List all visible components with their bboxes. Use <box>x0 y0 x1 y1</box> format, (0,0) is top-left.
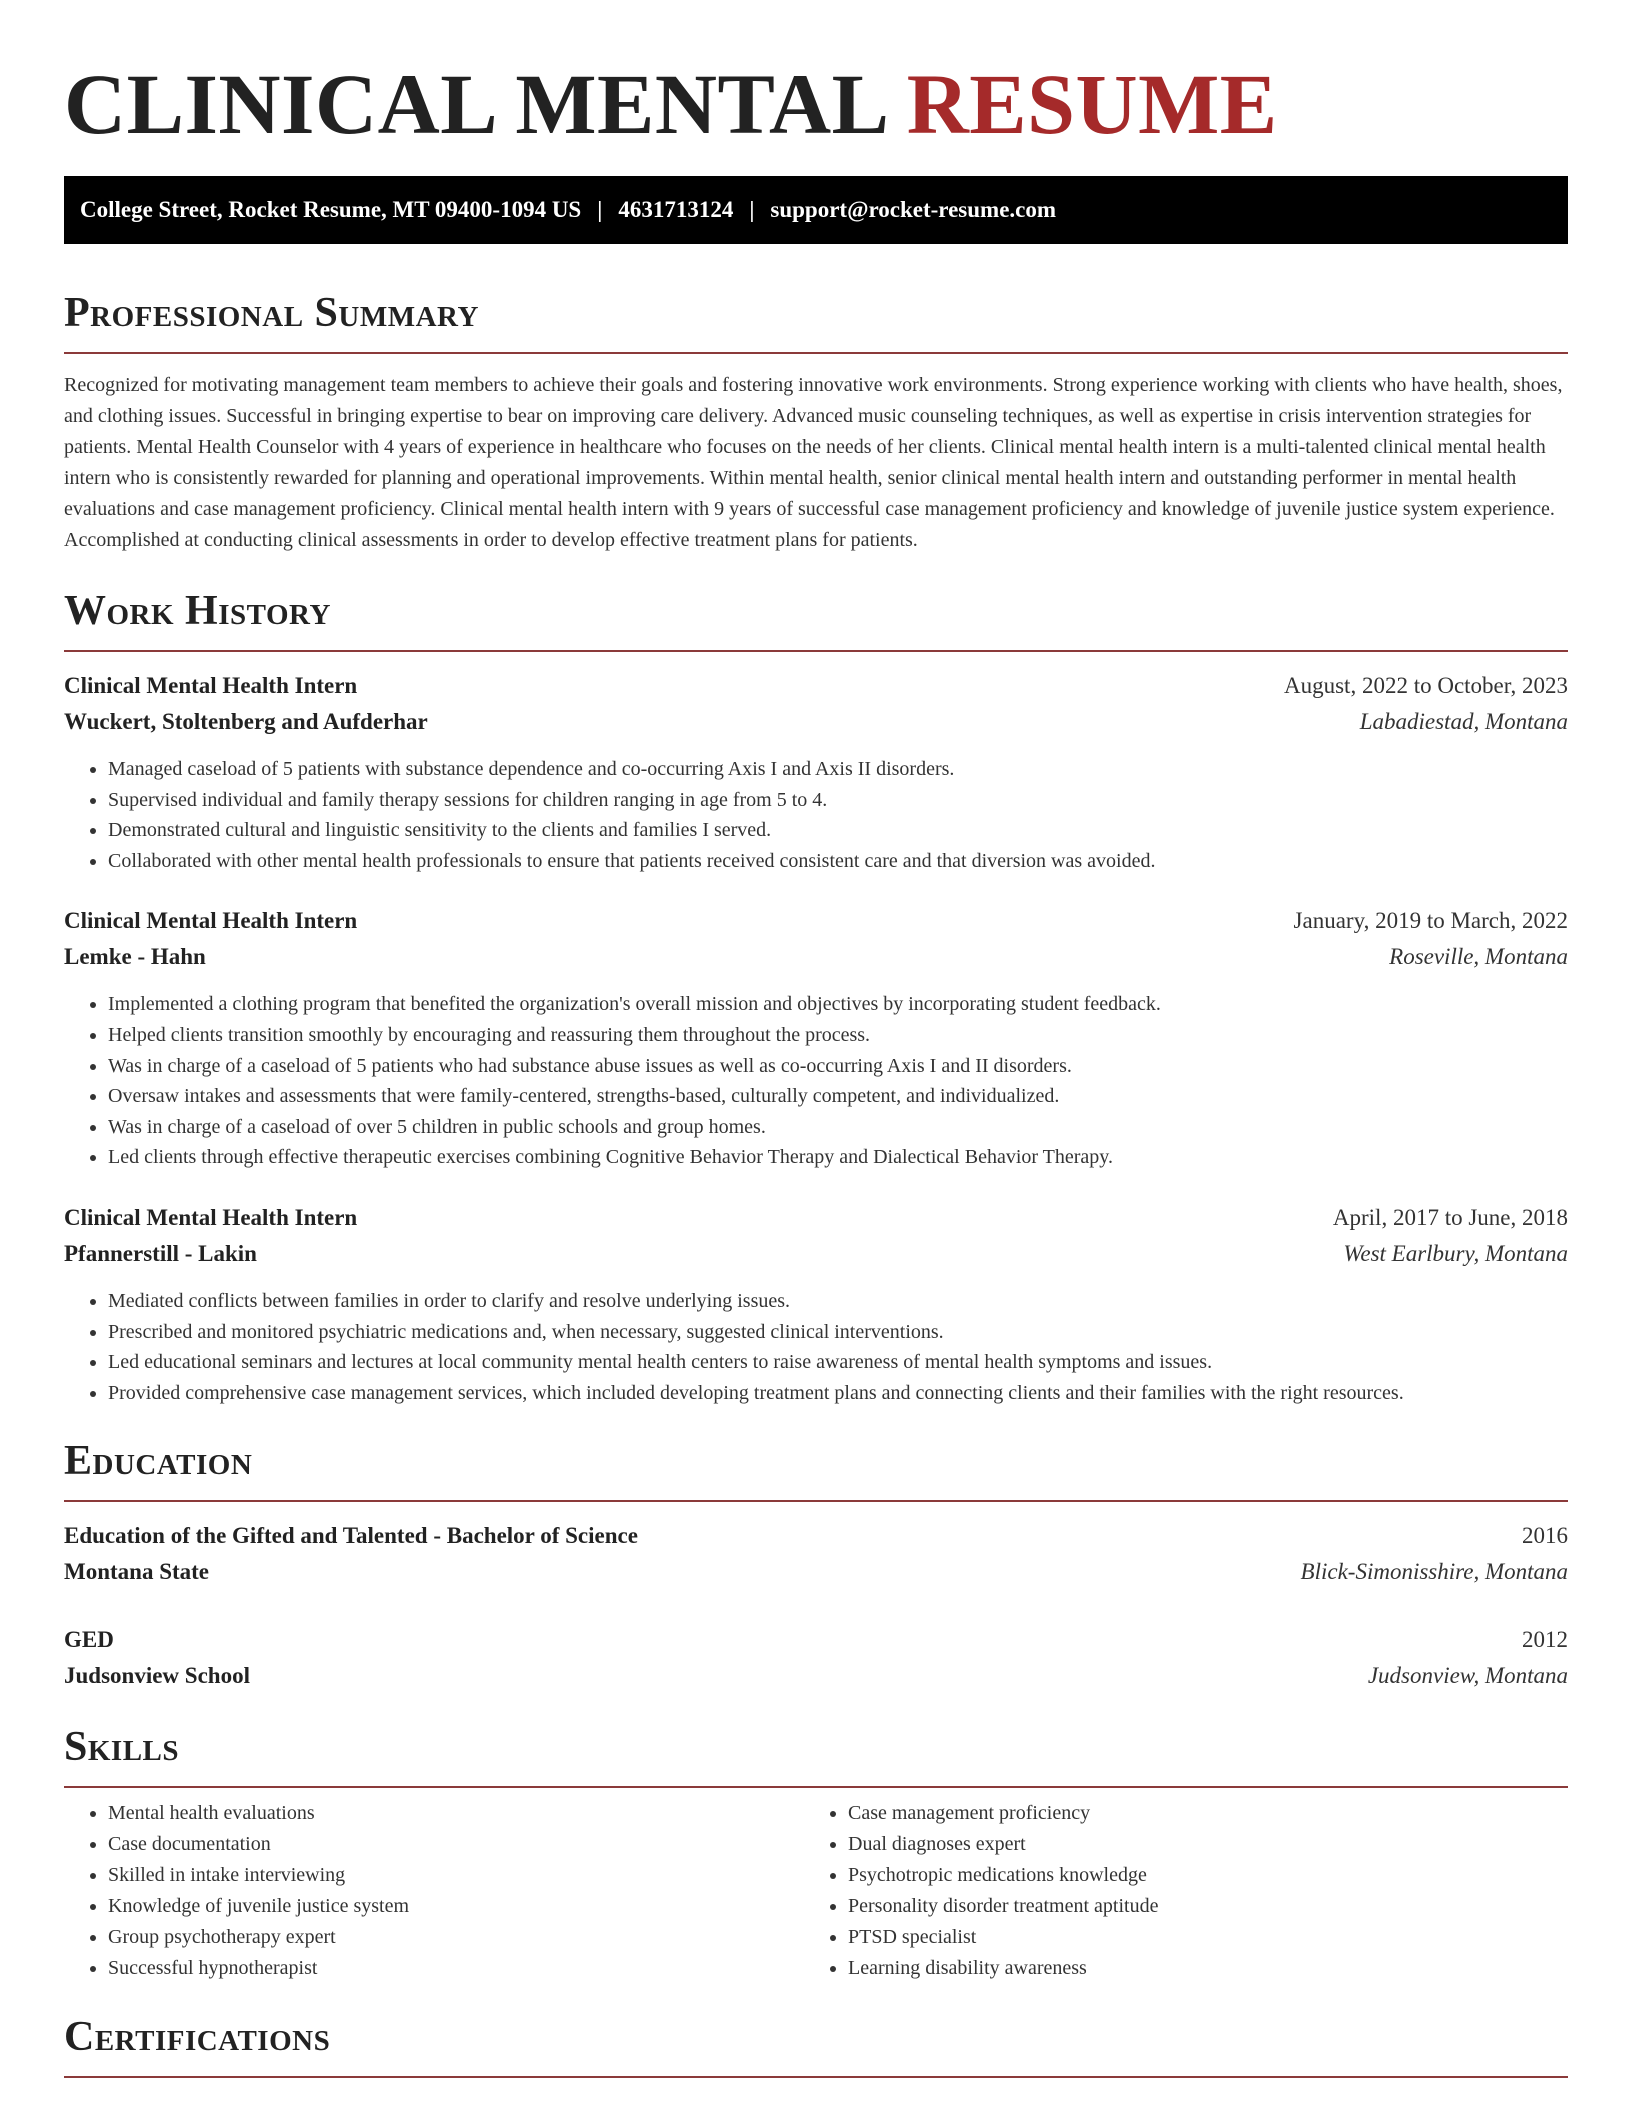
education-location: Blick-Simonisshire, Montana <box>1300 1559 1568 1585</box>
education-entry <box>64 1622 1568 1694</box>
job-company-row <box>64 704 1568 740</box>
job-entry <box>64 668 1568 876</box>
education-location: Judsonview, Montana <box>1367 1663 1568 1689</box>
education-year: 2016 <box>1522 1523 1568 1549</box>
skill-item: • Psychotropic medications knowledge <box>848 1860 1568 1891</box>
job-bullet: • Managed caseload of 5 patients with substance dependence and co-occurring Axis I and Axis II disorders. <box>108 754 1568 785</box>
job-header-row <box>64 668 1568 704</box>
title-part-dark: CLINICAL MENTAL <box>64 56 885 152</box>
job-header-row <box>64 903 1568 939</box>
skills-column-right <box>804 1798 1568 1984</box>
summary-section <box>64 288 1568 556</box>
job-role: Clinical Mental Health Intern <box>64 673 358 698</box>
job-company-row <box>64 1236 1568 1272</box>
job-bullet: • Was in charge of a caseload of over 5 children in public schools and group homes. <box>108 1112 1568 1143</box>
skill-item: • Successful hypnotherapist <box>108 1953 804 1984</box>
job-dates: January, 2019 to March, 2022 <box>1293 908 1568 934</box>
skill-item: • Knowledge of juvenile justice system <box>108 1891 804 1922</box>
job-role: Clinical Mental Health Intern <box>64 1204 358 1230</box>
contact-phone: 4631713124 <box>618 197 734 222</box>
skill-item: • PTSD specialist <box>848 1922 1568 1953</box>
skill-item: • Case documentation <box>108 1829 804 1860</box>
education-year: 2012 <box>1522 1627 1568 1653</box>
skill-item: • Dual diagnoses expert <box>848 1829 1568 1860</box>
job-bullets <box>64 1286 1568 1408</box>
job-bullet: • Implemented a clothing program that benefited the organization's overall mission and objectives by incorporating student feedback. <box>108 989 1568 1020</box>
education-school: Montana State <box>64 1559 210 1585</box>
job-company-row <box>64 939 1568 975</box>
job-role: Clinical Mental Health Intern <box>64 908 358 934</box>
job-entry <box>64 1200 1568 1408</box>
contact-separator: | <box>749 197 755 222</box>
education-section <box>64 1436 1568 1694</box>
section-divider <box>64 2076 1568 2078</box>
section-heading: Skills <box>64 1724 180 1771</box>
contact-separator: | <box>597 197 603 222</box>
education-school-row <box>64 1658 1568 1694</box>
job-location: Roseville, Montana <box>1389 944 1568 970</box>
education-degree: GED <box>64 1627 114 1653</box>
job-company: Wuckert, Stoltenberg and Aufderhar <box>64 709 428 734</box>
contact-email[interactable]: support@rocket-resume.com <box>770 197 1057 222</box>
job-company: Pfannerstill - Lakin <box>64 1240 257 1266</box>
title-part-accent: RESUME <box>906 56 1278 152</box>
summary-text: Recognized for motivating management team members to achieve their goals and fostering innovative work environments. Strong experience working with clients who have health, shoes, and clothing issues. Successful in bringing expertise to bear on improving care delivery. Advanced music counseling techniques, as well as expertise in crisis intervention strategies for patients. Mental Health Counselor with 4 years of experience in healthcare who focuses on the needs of her clients. Clinical mental health intern is a multi-talented clinical mental health intern who is consistently rewarded for planning and operational improvements. Within mental health, senior clinical mental health intern and outstanding performer in mental health evaluations and case management proficiency. Clinical mental health intern with 9 years of successful case management proficiency and knowledge of juvenile justice system experience. Accomplished at conducting clinical assessments in order to develop effective treatment plans for patients. <box>64 374 1563 551</box>
work-history-section <box>64 586 1568 1408</box>
job-bullet: • Mediated conflicts between families in order to clarify and resolve underlying issues. <box>108 1286 1568 1317</box>
job-bullet: • Prescribed and monitored psychiatric medications and, when necessary, suggested clinical interventions. <box>108 1317 1568 1348</box>
education-degree-row <box>64 1622 1568 1658</box>
skills-column-left <box>64 1798 804 1984</box>
section-divider <box>64 1786 1568 1788</box>
education-degree-row <box>64 1518 1568 1554</box>
job-bullets <box>64 754 1568 876</box>
job-location: West Earlbury, Montana <box>1343 1240 1568 1266</box>
job-bullet: • Demonstrated cultural and linguistic sensitivity to the clients and families I served. <box>108 815 1568 846</box>
section-divider <box>64 650 1568 652</box>
job-company: Lemke - Hahn <box>64 944 206 970</box>
skill-item: • Mental health evaluations <box>108 1798 804 1829</box>
job-bullet: • Helped clients transition smoothly by encouraging and reassuring them throughout the process. <box>108 1020 1568 1051</box>
job-bullet: • Oversaw intakes and assessments that were family-centered, strengths-based, culturally competent, and individualized. <box>108 1081 1568 1112</box>
skills-grid <box>64 1798 1568 1984</box>
job-bullets <box>64 989 1568 1173</box>
contact-bar <box>64 176 1568 244</box>
section-heading: Education <box>64 1438 253 1485</box>
job-bullet: • Collaborated with other mental health professionals to ensure that patients received consistent care and that diversion was avoided. <box>108 846 1568 877</box>
job-bullet: • Supervised individual and family therapy sessions for children ranging in age from 5 to 4. <box>108 785 1568 816</box>
job-dates: August, 2022 to October, 2023 <box>1284 673 1568 698</box>
education-school: Judsonview School <box>64 1663 250 1689</box>
section-divider <box>64 1500 1568 1502</box>
skill-item: • Skilled in intake interviewing <box>108 1860 804 1891</box>
job-bullet: • Provided comprehensive case management services, which included developing treatment plans and connecting clients and their families with the right resources. <box>108 1378 1568 1409</box>
skill-item: • Personality disorder treatment aptitude <box>848 1891 1568 1922</box>
contact-address: College Street, Rocket Resume, MT 09400-1094 US <box>80 197 582 222</box>
job-bullet: • Led clients through effective therapeutic exercises combining Cognitive Behavior Therapy and Dialectical Behavior Therapy. <box>108 1142 1568 1173</box>
section-heading: Work History <box>64 588 331 634</box>
resume-title <box>64 0 1568 152</box>
job-bullet: • Led educational seminars and lectures at local community mental health centers to raise awareness of mental health symptoms and issues. <box>108 1347 1568 1378</box>
job-location: Labadiestad, Montana <box>1359 709 1568 734</box>
skills-section <box>64 1722 1568 1984</box>
skill-item: • Learning disability awareness <box>848 1953 1568 1984</box>
job-header-row <box>64 1200 1568 1236</box>
education-school-row <box>64 1554 1568 1590</box>
skill-item: • Case management proficiency <box>848 1798 1568 1829</box>
section-divider <box>64 352 1568 354</box>
certifications-section <box>64 2012 1568 2078</box>
education-entry <box>64 1518 1568 1590</box>
education-degree: Education of the Gifted and Talented - Bachelor of Science <box>64 1523 638 1549</box>
section-heading: Certifications <box>64 2014 331 2061</box>
skill-item: • Group psychotherapy expert <box>108 1922 804 1953</box>
job-bullet: • Was in charge of a caseload of 5 patients who had substance abuse issues as well as co-occurring Axis I and II disorders. <box>108 1051 1568 1082</box>
section-heading: Professional Summary <box>64 290 479 336</box>
job-dates: April, 2017 to June, 2018 <box>1332 1204 1568 1230</box>
job-entry <box>64 903 1568 1173</box>
